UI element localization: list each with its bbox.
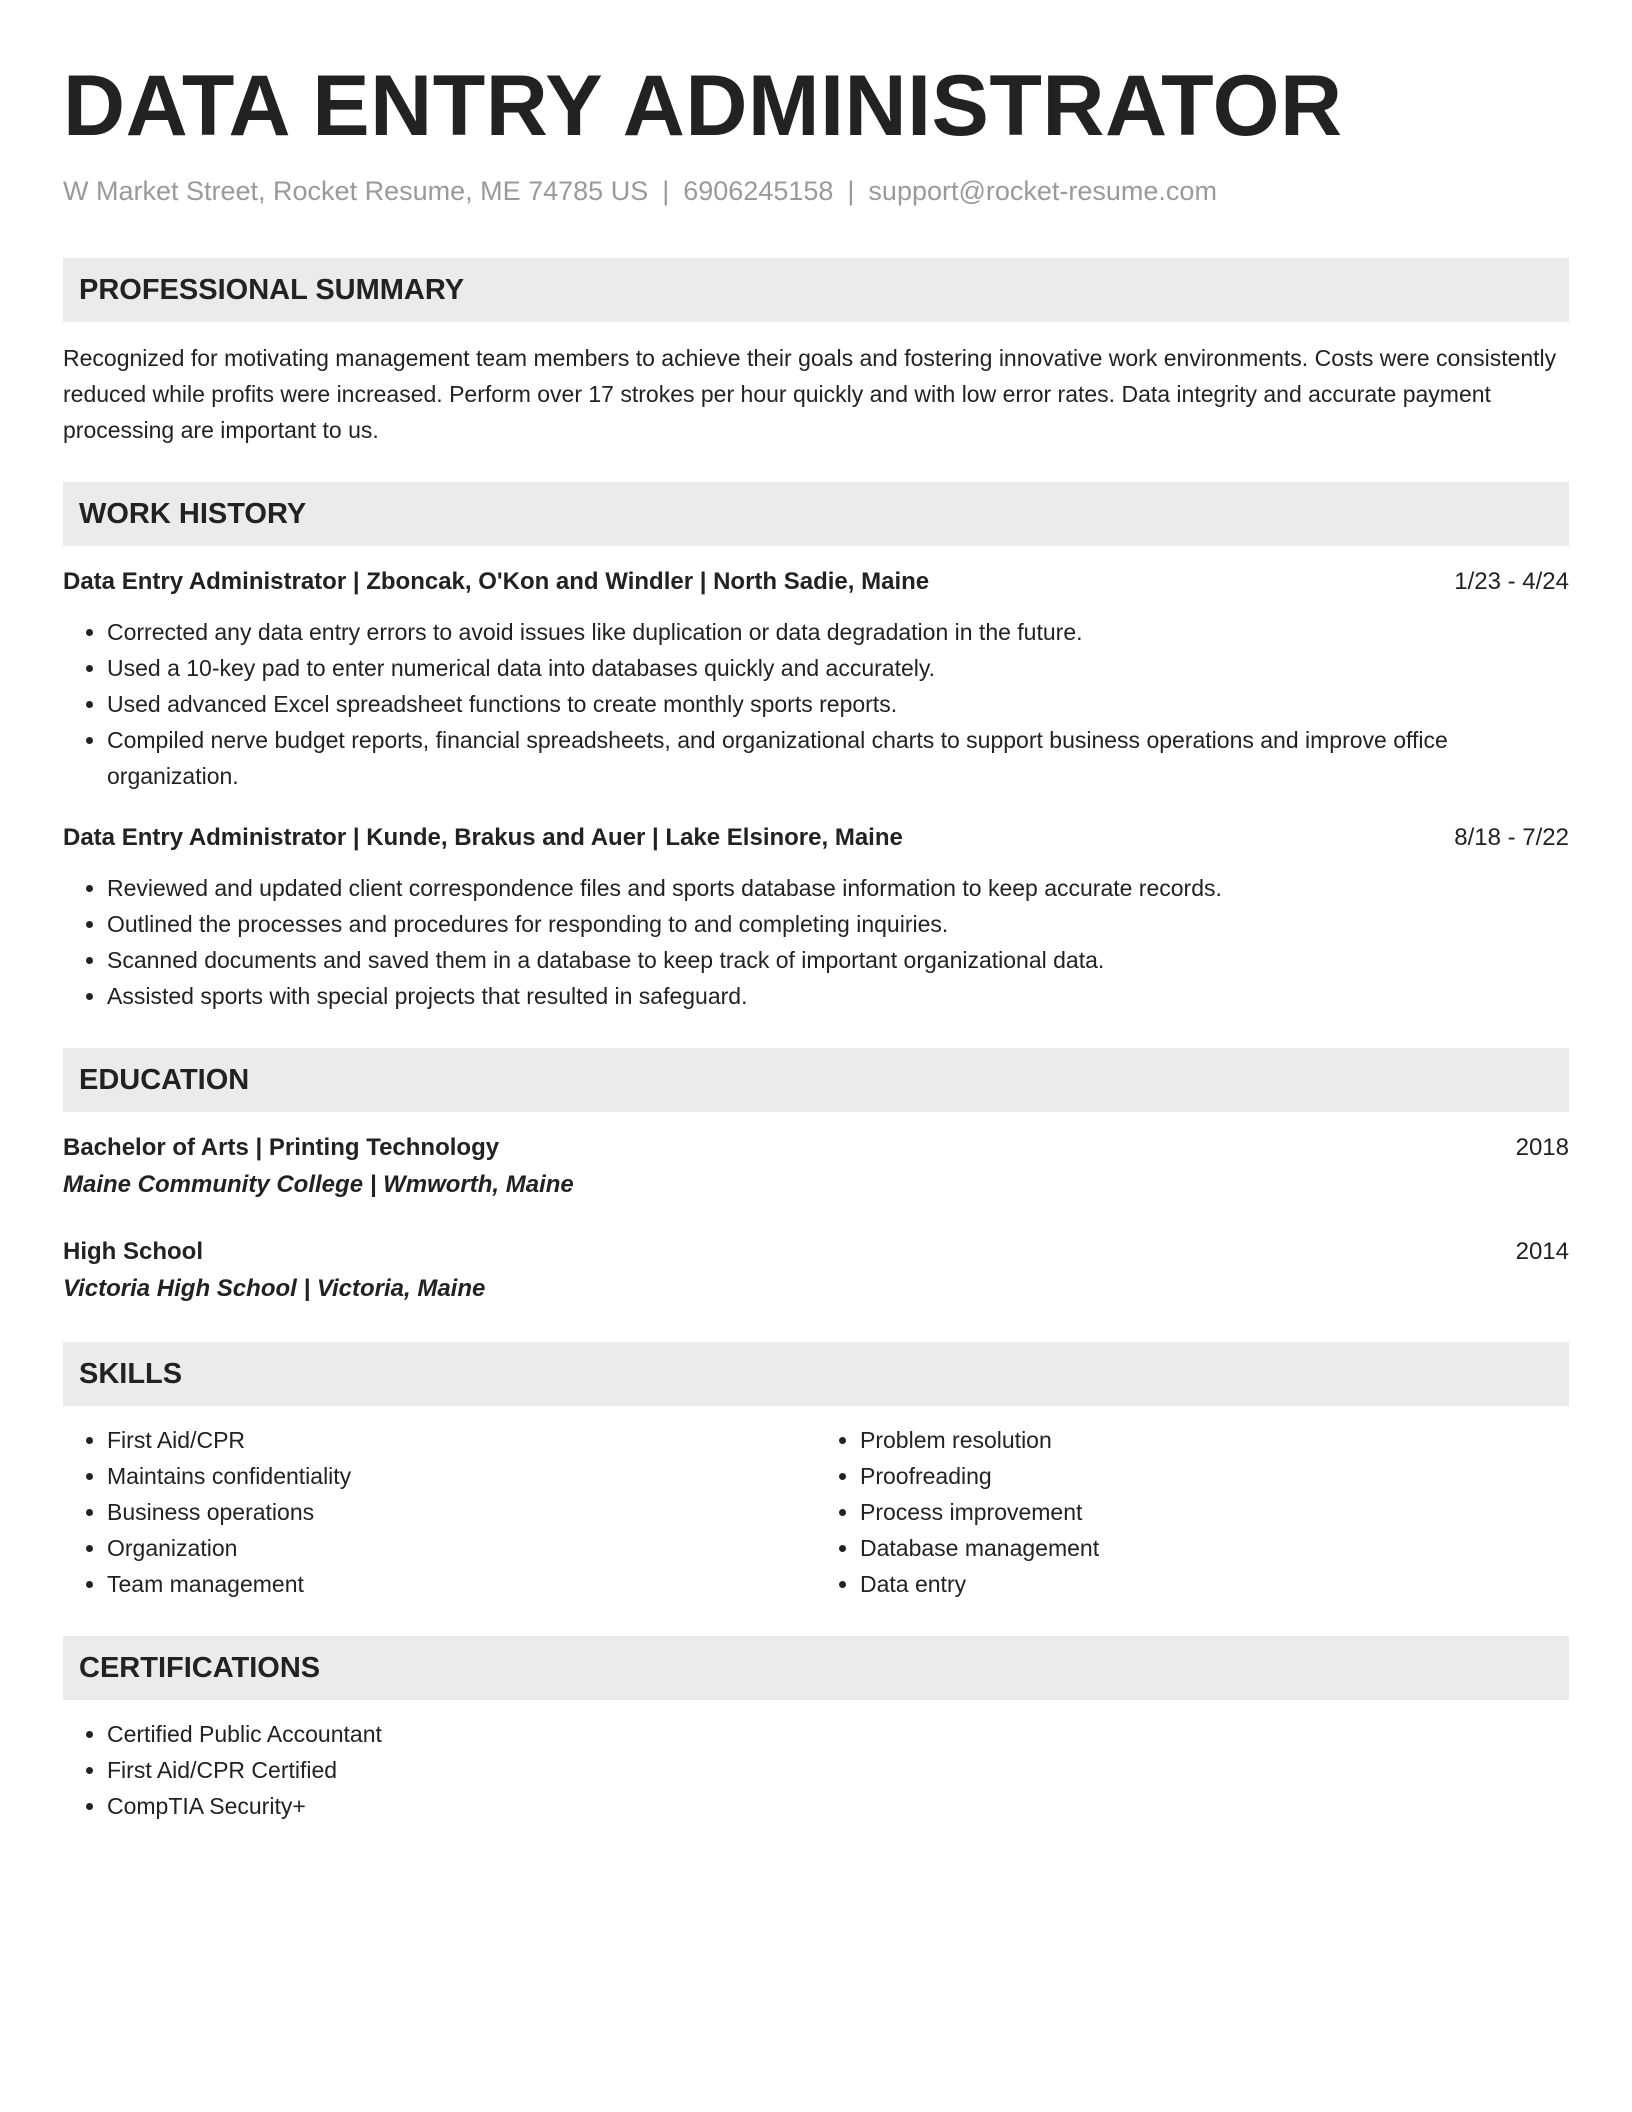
certifications-block (63, 1716, 1569, 1824)
skill-item: • Business operations (107, 1494, 816, 1530)
section-header-summary: PROFESSIONAL SUMMARY (63, 258, 1569, 322)
summary-text: Recognized for motivating management team members to achieve their goals and fostering innovative work environments. Costs were consistently reduced while profits were increased. Perform over 17 strokes per hour quickly and with low error rates. Data integrity and accurate payment processing are important to us. (63, 345, 1557, 443)
job-header (63, 820, 1569, 856)
education-degree: High School (63, 1238, 203, 1265)
education-school: Victoria High School | Victoria, Maine (63, 1275, 486, 1302)
job-bullet: • Outlined the processes and procedures for responding to and completing inquiries. (107, 906, 1569, 942)
job-entry (63, 564, 1569, 794)
job-bullet: • Assisted sports with special projects that resulted in safeguard. (107, 978, 1569, 1014)
section-header-certifications: CERTIFICATIONS (63, 1636, 1569, 1700)
job-bullet: • Used a 10-key pad to enter numerical data into databases quickly and accurately. (107, 650, 1569, 686)
education-year: 2018 (1515, 1134, 1569, 1161)
skills-list-right (816, 1422, 1569, 1602)
contact-separator: | (662, 176, 670, 206)
section-header-work-history: WORK HISTORY (63, 482, 1569, 546)
contact-separator: | (847, 176, 855, 206)
job-title: Data Entry Administrator | Zboncak, O'Kon and Windler | North Sadie, Maine (63, 568, 930, 595)
job-bullet: • Compiled nerve budget reports, financial spreadsheets, and organizational charts to support business operations and improve office organization. (107, 722, 1569, 794)
education-degree: Bachelor of Arts | Printing Technology (63, 1134, 500, 1161)
education-school: Maine Community College | Wmworth, Maine (63, 1171, 574, 1198)
skill-item: • Proofreading (860, 1458, 1569, 1494)
job-bullet: • Used advanced Excel spreadsheet functions to create monthly sports reports. (107, 686, 1569, 722)
skill-item: • Problem resolution (860, 1422, 1569, 1458)
contact-line (63, 174, 1569, 208)
job-bullet: • Corrected any data entry errors to avoid issues like duplication or data degradation in the future. (107, 614, 1569, 650)
certification-item: • Certified Public Accountant (107, 1716, 1569, 1752)
skill-item: • Database management (860, 1530, 1569, 1566)
skill-item: • Process improvement (860, 1494, 1569, 1530)
education-header (63, 1130, 1569, 1166)
job-bullet: • Reviewed and updated client correspondence files and sports database information to keep accurate records. (107, 870, 1569, 906)
skills-list-left (63, 1422, 816, 1602)
skill-item: • Maintains confidentiality (107, 1458, 816, 1494)
section-header-education: EDUCATION (63, 1048, 1569, 1112)
job-bullet: • Scanned documents and saved them in a database to keep track of important organizational data. (107, 942, 1569, 978)
job-header (63, 564, 1569, 600)
skill-item: • First Aid/CPR (107, 1422, 816, 1458)
contact-email: support@rocket-resume.com (868, 176, 1217, 206)
job-dates: 1/23 - 4/24 (1454, 568, 1569, 595)
job-dates: 8/18 - 7/22 (1454, 824, 1569, 851)
certification-item: • First Aid/CPR Certified (107, 1752, 1569, 1788)
education-entry (63, 1130, 1569, 1204)
resume-name: DATA ENTRY ADMINISTRATOR (63, 58, 1343, 154)
section-header-skills: SKILLS (63, 1342, 1569, 1406)
job-title: Data Entry Administrator | Kunde, Brakus and Auer | Lake Elsinore, Maine (63, 824, 903, 851)
job-bullet-list (63, 870, 1569, 1014)
contact-phone: 6906245158 (683, 176, 834, 206)
contact-address: W Market Street, Rocket Resume, ME 74785 US (63, 176, 649, 206)
education-header (63, 1234, 1569, 1270)
skill-item: • Data entry (860, 1566, 1569, 1602)
job-bullet-list (63, 614, 1569, 794)
skill-item: • Team management (107, 1566, 816, 1602)
certification-item: • CompTIA Security+ (107, 1788, 1569, 1824)
education-entry (63, 1234, 1569, 1308)
skill-item: • Organization (107, 1530, 816, 1566)
certifications-list (63, 1716, 1569, 1824)
job-entry (63, 820, 1569, 1014)
education-year: 2014 (1515, 1238, 1569, 1265)
skills-columns (63, 1422, 1569, 1602)
